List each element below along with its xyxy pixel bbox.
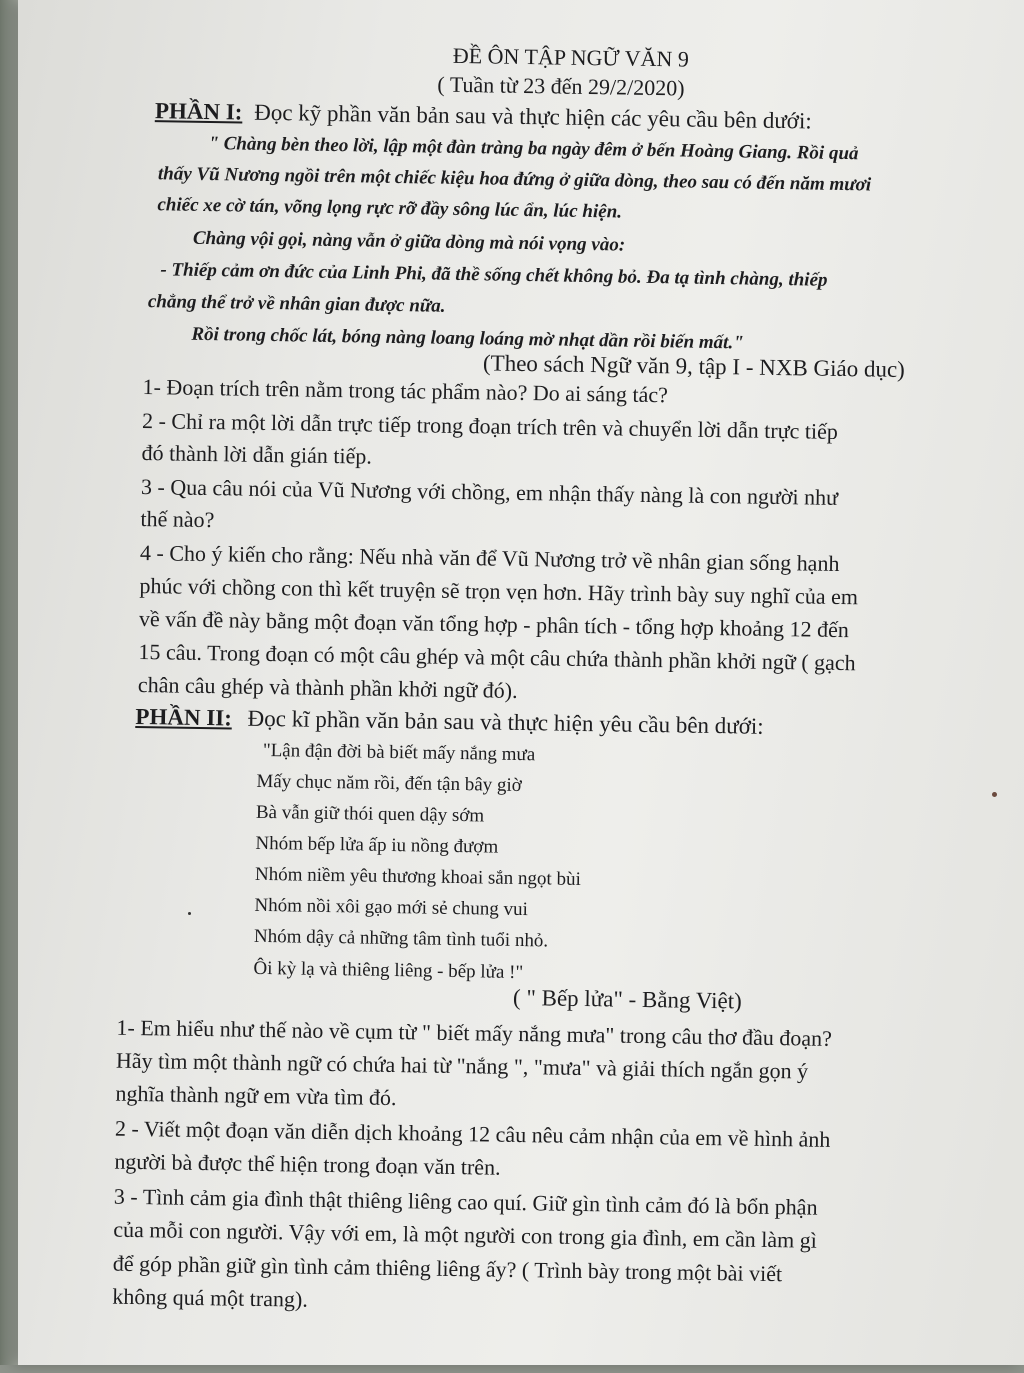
excerpt-line: Chàng vội gọi, nàng vẫn ở giữa dòng mà nói vọng vào: (192, 227, 626, 256)
part2-heading (135, 704, 764, 740)
part2-label: PHẦN II: (135, 703, 233, 731)
part1-source: (Theo sách Ngữ văn 9, tập I - NXB Giáo dục) (482, 350, 906, 382)
question-line: 1- Em hiểu như thế nào về cụm từ " biết mấy nắng mưa" trong câu thơ đầu đoạn? (116, 1014, 833, 1051)
question-line: 15 câu. Trong đoạn có một câu ghép và một câu chứa thành phần khởi ngữ ( gạch (138, 638, 856, 676)
question-line: 3 - Qua câu nói của Vũ Nương với chồng, em nhận thấy nàng là con người như (140, 474, 839, 510)
ink-speck (188, 912, 191, 915)
excerpt-line: chẳng thể trở về nhân gian được nữa. (147, 291, 446, 317)
question-line: thế nào? (140, 506, 215, 533)
page-subtitle: ( Tuần từ 23 đến 29/2/2020) (437, 71, 685, 101)
part1-label: PHẦN I: (154, 98, 243, 125)
question-line: Hãy tìm một thành ngữ có chứa hai từ "nắng ", "mưa" và giải thích ngắn gọn ý (115, 1047, 809, 1084)
paper-sheet (18, 0, 1024, 1365)
question-line: người bà được thể hiện trong đoạn văn trên. (114, 1148, 501, 1180)
part1-instruction: Đọc kỹ phần văn bản sau và thực hiện các yêu cầu bên dưới: (254, 99, 812, 134)
question-line: chân câu ghép và thành phần khởi ngữ đó). (137, 671, 518, 703)
question-line: 1- Đoạn trích trên nằm trong tác phẩm nào? Do ai sáng tác? (142, 374, 669, 408)
question-line: để góp phần giữ gìn tình cảm thiêng liêng ấy? ( Trình bày trong một bài viết (112, 1250, 783, 1287)
poem-line: Mấy chục năm rồi, đến tận bây giờ (256, 770, 522, 797)
question-line: 2 - Chỉ ra một lời dẫn trực tiếp trong đoạn trích trên và chuyển lời dẫn trực tiếp (141, 408, 839, 444)
question-line: 3 - Tình cảm gia đình thật thiêng liêng cao quí. Giữ gìn tình cảm đó là bổn phận (113, 1183, 818, 1220)
page-title: ĐỀ ÔN TẬP NGỮ VĂN 9 (452, 42, 690, 72)
poem-line: Nhóm bếp lửa ấp iu nồng đượm (255, 832, 499, 858)
document-content (7, 0, 1024, 1373)
part1-heading (155, 98, 812, 134)
poem-line: Nhóm dậy cả những tâm tình tuổi nhỏ. (253, 925, 549, 952)
question-line: 4 - Cho ý kiến cho rằng: Nếu nhà văn để Vũ Nương trở về nhân gian sống hạnh (139, 540, 840, 576)
question-line: phúc với chồng con thì kết truyện sẽ trọn vẹn hơn. Hãy trình bày suy nghĩ của em (139, 572, 859, 610)
question-line: không quá một trang). (112, 1283, 309, 1312)
poem-line: Nhóm niềm yêu thương khoai sắn ngọt bùi (254, 863, 581, 890)
question-line: đó thành lời dẫn gián tiếp. (141, 440, 373, 469)
poem-line: Nhóm nồi xôi gạo mới sẻ chung vui (254, 894, 528, 921)
poem-line: Bà vẫn giữ thói quen dậy sớm (255, 801, 485, 827)
question-line: 2 - Viết một đoạn văn diễn dịch khoảng 12 câu nêu cảm nhận của em về hình ảnh (114, 1115, 831, 1152)
part2-instruction: Đọc kĩ phần văn bản sau và thực hiện yêu cầu bên dưới: (247, 705, 764, 739)
question-line: nghĩa thành ngữ em vừa tìm đó. (115, 1080, 397, 1111)
poem-line: Ôi kỳ lạ và thiêng liêng - bếp lửa !" (253, 957, 524, 984)
part2-source: ( " Bếp lửa" - Bằng Việt) (512, 984, 742, 1014)
excerpt-line: chiếc xe cờ tán, võng lọng rực rỡ đầy sông lúc ẩn, lúc hiện. (157, 194, 623, 223)
excerpt-line: - Thiếp cảm ơn đức của Linh Phi, đã thề sống chết không bỏ. Đa tạ tình chàng, thiếp (160, 259, 828, 291)
excerpt-line: thấy Vũ Nương ngồi trên một chiếc kiệu hoa đứng ở giữa dòng, theo sau có đến năm mươi (157, 163, 872, 196)
excerpt-line: Rồi trong chốc lát, bóng nàng loang loáng mờ nhạt dần rồi biến mất." (191, 323, 744, 354)
question-line: về vấn đề này bằng một đoạn văn tổng hợp - phân tích - tổng hợp khoảng 12 đến (138, 605, 850, 643)
question-line: của mỗi con người. Vậy với em, là một người con trong gia đình, em cần làm gì (113, 1216, 818, 1253)
excerpt-line: " Chàng bèn theo lời, lập một đàn tràng ba ngày đêm ở bến Hoàng Giang. Rồi quả (208, 133, 859, 165)
ink-speck (992, 792, 997, 797)
poem-line: "Lận đận đời bà biết mấy nắng mưa (262, 739, 536, 766)
